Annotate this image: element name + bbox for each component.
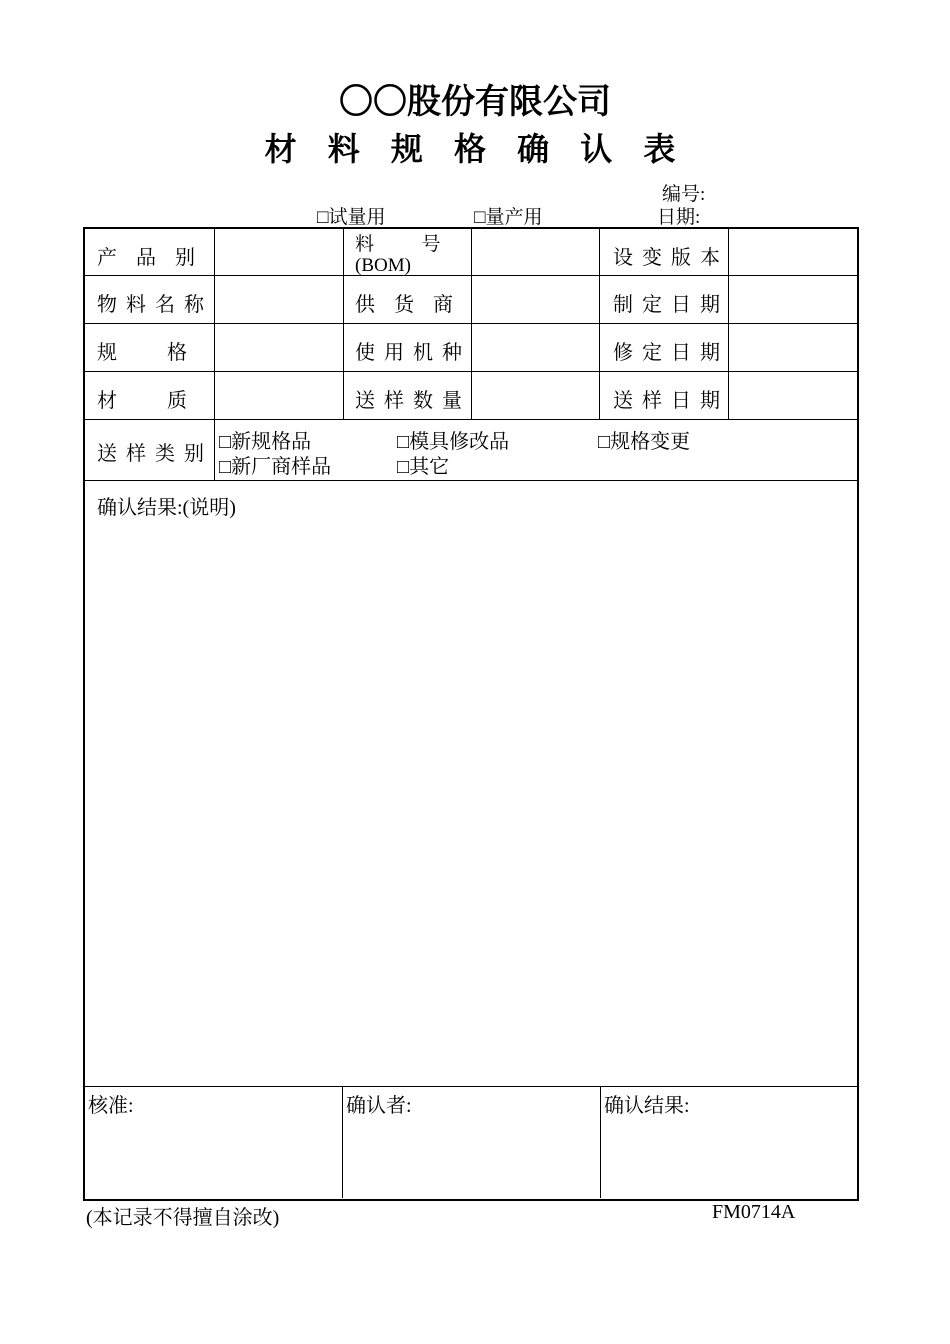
label-revision: 设 变 版 本 (613, 247, 722, 269)
label-part-number: 料 号 (355, 234, 441, 255)
label-sample-type: 送 样 类 别 (97, 443, 206, 465)
col-divider (471, 229, 472, 419)
option-other[interactable]: □其它 (397, 456, 450, 478)
option-new-spec[interactable]: □新规格品 (219, 431, 312, 453)
label-spec: 规 格 (97, 342, 187, 364)
label-approve: 核准: (88, 1095, 134, 1117)
company-name: 〇〇股份有限公司 (339, 82, 611, 122)
row-divider (85, 480, 857, 481)
col-divider (214, 229, 215, 419)
label-sample-date: 送 样 日 期 (613, 390, 722, 412)
option-spec-change[interactable]: □规格变更 (598, 431, 691, 453)
footer-note: (本记录不得擅自涂改) (86, 1207, 280, 1229)
usage-trial-checkbox[interactable]: □试量用 (317, 207, 386, 228)
col-divider (214, 419, 215, 480)
label-supplier: 供 货 商 (355, 294, 460, 316)
label-product-category: 产 品 别 (97, 247, 202, 269)
form-table (83, 227, 859, 1201)
option-new-vendor[interactable]: □新厂商样品 (219, 456, 332, 478)
label-set-date: 制 定 日 期 (613, 294, 722, 316)
label-revise-date: 修 定 日 期 (613, 342, 722, 364)
col-divider (600, 1086, 601, 1198)
label-material-name: 物 料 名 称 (97, 294, 206, 316)
col-divider (599, 229, 600, 419)
label-sample-qty: 送 样 数 量 (355, 390, 464, 412)
row-divider (85, 1086, 857, 1087)
row-divider (85, 419, 857, 420)
form-title: 材 料 规 格 确 认 表 (264, 130, 686, 168)
label-bom: (BOM) (355, 255, 411, 276)
label-model: 使 用 机 种 (355, 342, 464, 364)
date-label: 日期: (657, 207, 701, 228)
label-confirmer: 确认者: (346, 1095, 412, 1117)
result-label: 确认结果:(说明) (97, 497, 236, 519)
number-label: 编号: (662, 184, 706, 205)
col-divider (343, 229, 344, 419)
col-divider (342, 1086, 343, 1198)
option-mold-modify[interactable]: □模具修改品 (397, 431, 510, 453)
col-divider (728, 229, 729, 419)
form-code: FM0714A (712, 1201, 796, 1223)
usage-mass-checkbox[interactable]: □量产用 (474, 207, 543, 228)
label-material: 材 质 (97, 390, 187, 412)
label-result: 确认结果: (604, 1095, 690, 1117)
